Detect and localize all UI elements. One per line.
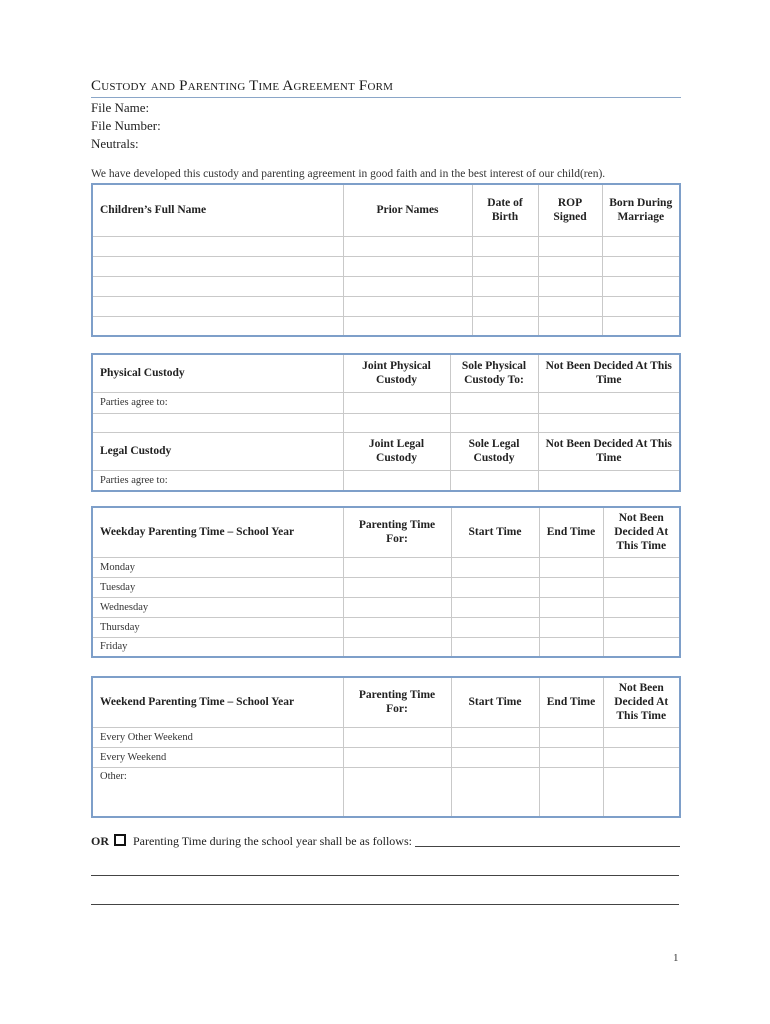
parenting-for-cell[interactable]	[343, 637, 451, 657]
dob-cell[interactable]	[472, 296, 538, 316]
weekend-label: Weekend Parenting Time – School Year	[92, 677, 343, 727]
start-time-cell[interactable]	[451, 727, 539, 747]
file-name-label: File Name:	[91, 100, 150, 115]
physical-not-decided-cell[interactable]	[538, 392, 680, 413]
dob-cell[interactable]	[472, 276, 538, 296]
end-time-cell[interactable]	[539, 617, 603, 637]
header-end-time: End Time	[539, 507, 603, 557]
not-decided-cell[interactable]	[603, 637, 680, 657]
start-time-cell[interactable]	[451, 597, 539, 617]
weekday-label: Weekday Parenting Time – School Year	[92, 507, 343, 557]
table-row	[92, 557, 680, 577]
table-row	[92, 727, 680, 747]
not-decided-cell[interactable]	[603, 767, 680, 817]
spacer-cell	[450, 413, 538, 432]
children-header-row	[92, 184, 680, 236]
end-time-cell[interactable]	[539, 597, 603, 617]
header-start-time: Start Time	[451, 677, 539, 727]
table-row	[92, 296, 680, 316]
header-end-time: End Time	[539, 677, 603, 727]
legal-custody-header-row	[92, 432, 680, 470]
header-start-time: Start Time	[451, 507, 539, 557]
table-row	[92, 617, 680, 637]
start-time-cell[interactable]	[451, 747, 539, 767]
joint-physical-cell[interactable]	[343, 392, 450, 413]
custody-table	[91, 353, 681, 492]
table-row	[92, 767, 680, 817]
rop-cell[interactable]	[538, 256, 602, 276]
end-time-cell[interactable]	[539, 767, 603, 817]
fill-in-line[interactable]	[91, 904, 679, 905]
end-time-cell[interactable]	[539, 727, 603, 747]
header-joint-legal-custody: Joint Legal Custody	[343, 432, 450, 470]
physical-custody-label: Physical Custody	[92, 354, 343, 392]
header-sole-legal-custody: Sole Legal Custody	[450, 432, 538, 470]
child-name-cell[interactable]	[92, 296, 343, 316]
rop-cell[interactable]	[538, 296, 602, 316]
not-decided-cell[interactable]	[603, 597, 680, 617]
sole-legal-cell[interactable]	[450, 470, 538, 491]
start-time-cell[interactable]	[451, 617, 539, 637]
child-name-cell[interactable]	[92, 256, 343, 276]
neutrals-label: Neutrals:	[91, 136, 139, 151]
table-row	[92, 747, 680, 767]
parenting-for-cell[interactable]	[343, 597, 451, 617]
weekend-header-row	[92, 677, 680, 727]
not-decided-cell[interactable]	[603, 617, 680, 637]
parenting-for-cell[interactable]	[343, 557, 451, 577]
weekend-option-label: Other:	[92, 767, 343, 817]
dob-cell[interactable]	[472, 316, 538, 336]
header-legal-not-decided: Not Been Decided At This Time	[538, 432, 680, 470]
header-parenting-time-for: Parenting Time For:	[343, 677, 451, 727]
child-name-cell[interactable]	[92, 276, 343, 296]
sole-physical-cell[interactable]	[450, 392, 538, 413]
joint-legal-cell[interactable]	[343, 470, 450, 491]
born-during-marriage-cell[interactable]	[602, 276, 680, 296]
table-row	[92, 597, 680, 617]
start-time-cell[interactable]	[451, 637, 539, 657]
day-label: Friday	[92, 637, 343, 657]
day-label: Monday	[92, 557, 343, 577]
children-table	[91, 183, 681, 337]
parenting-for-cell[interactable]	[343, 577, 451, 597]
spacer-cell	[92, 413, 343, 432]
fill-in-line[interactable]	[415, 846, 680, 847]
rop-cell[interactable]	[538, 316, 602, 336]
header-physical-not-decided: Not Been Decided At This Time	[538, 354, 680, 392]
rop-cell[interactable]	[538, 236, 602, 256]
or-parenting-line	[91, 834, 681, 849]
parties-agree-label: Parties agree to:	[92, 470, 343, 491]
header-not-decided: Not Been Decided At This Time	[603, 677, 680, 727]
prior-names-cell[interactable]	[343, 256, 472, 276]
legal-custody-label: Legal Custody	[92, 432, 343, 470]
end-time-cell[interactable]	[539, 577, 603, 597]
or-label: OR	[91, 834, 109, 848]
fill-in-line[interactable]	[91, 875, 679, 876]
physical-custody-agree-row	[92, 392, 680, 413]
header-date-of-birth: Date of Birth	[472, 184, 538, 236]
weekend-parenting-table	[91, 676, 681, 818]
day-label: Tuesday	[92, 577, 343, 597]
parenting-for-cell[interactable]	[343, 617, 451, 637]
parties-agree-label: Parties agree to:	[92, 392, 343, 413]
table-row	[92, 256, 680, 276]
day-label: Thursday	[92, 617, 343, 637]
checkbox-icon[interactable]	[114, 834, 126, 846]
header-parenting-time-for: Parenting Time For:	[343, 507, 451, 557]
parenting-for-cell[interactable]	[343, 747, 451, 767]
child-name-cell[interactable]	[92, 316, 343, 336]
legal-custody-agree-row	[92, 470, 680, 491]
header-not-decided: Not Been Decided At This Time	[603, 507, 680, 557]
header-joint-physical-custody: Joint Physical Custody	[343, 354, 450, 392]
page-title: Custody and Parenting Time Agreement Form	[91, 78, 681, 98]
header-children-full-name: Children’s Full Name	[92, 184, 343, 236]
dob-cell[interactable]	[472, 236, 538, 256]
physical-custody-header-row	[92, 354, 680, 392]
or-statement: Parenting Time during the school year shall be as follows:	[133, 834, 412, 848]
not-decided-cell[interactable]	[603, 577, 680, 597]
prior-names-cell[interactable]	[343, 316, 472, 336]
page-number: 1	[673, 952, 679, 964]
end-time-cell[interactable]	[539, 747, 603, 767]
not-decided-cell[interactable]	[603, 557, 680, 577]
custody-spacer-row	[92, 413, 680, 432]
table-row	[92, 637, 680, 657]
born-during-marriage-cell[interactable]	[602, 316, 680, 336]
born-during-marriage-cell[interactable]	[602, 236, 680, 256]
not-decided-cell[interactable]	[603, 747, 680, 767]
start-time-cell[interactable]	[451, 557, 539, 577]
start-time-cell[interactable]	[451, 577, 539, 597]
header-rop-signed: ROP Signed	[538, 184, 602, 236]
born-during-marriage-cell[interactable]	[602, 256, 680, 276]
not-decided-cell[interactable]	[603, 727, 680, 747]
start-time-cell[interactable]	[451, 767, 539, 817]
spacer-cell	[343, 413, 450, 432]
table-row	[92, 316, 680, 336]
legal-not-decided-cell[interactable]	[538, 470, 680, 491]
dob-cell[interactable]	[472, 256, 538, 276]
end-time-cell[interactable]	[539, 637, 603, 657]
prior-names-cell[interactable]	[343, 276, 472, 296]
header-prior-names: Prior Names	[343, 184, 472, 236]
file-number-label: File Number:	[91, 118, 161, 133]
parenting-for-cell[interactable]	[343, 727, 451, 747]
weekend-option-label: Every Weekend	[92, 747, 343, 767]
table-row	[92, 236, 680, 256]
prior-names-cell[interactable]	[343, 236, 472, 256]
intro-statement: We have developed this custody and parenting agreement in good faith and in the best interest of our child(ren).	[91, 168, 606, 180]
child-name-cell[interactable]	[92, 236, 343, 256]
weekday-parenting-table	[91, 506, 681, 658]
prior-names-cell[interactable]	[343, 296, 472, 316]
end-time-cell[interactable]	[539, 557, 603, 577]
day-label: Wednesday	[92, 597, 343, 617]
header-born-during-marriage: Born During Marriage	[602, 184, 680, 236]
rop-cell[interactable]	[538, 276, 602, 296]
weekend-option-label: Every Other Weekend	[92, 727, 343, 747]
spacer-cell	[538, 413, 680, 432]
header-sole-physical-custody: Sole Physical Custody To:	[450, 354, 538, 392]
parenting-for-cell[interactable]	[343, 767, 451, 817]
weekday-header-row	[92, 507, 680, 557]
born-during-marriage-cell[interactable]	[602, 296, 680, 316]
table-row	[92, 276, 680, 296]
table-row	[92, 577, 680, 597]
